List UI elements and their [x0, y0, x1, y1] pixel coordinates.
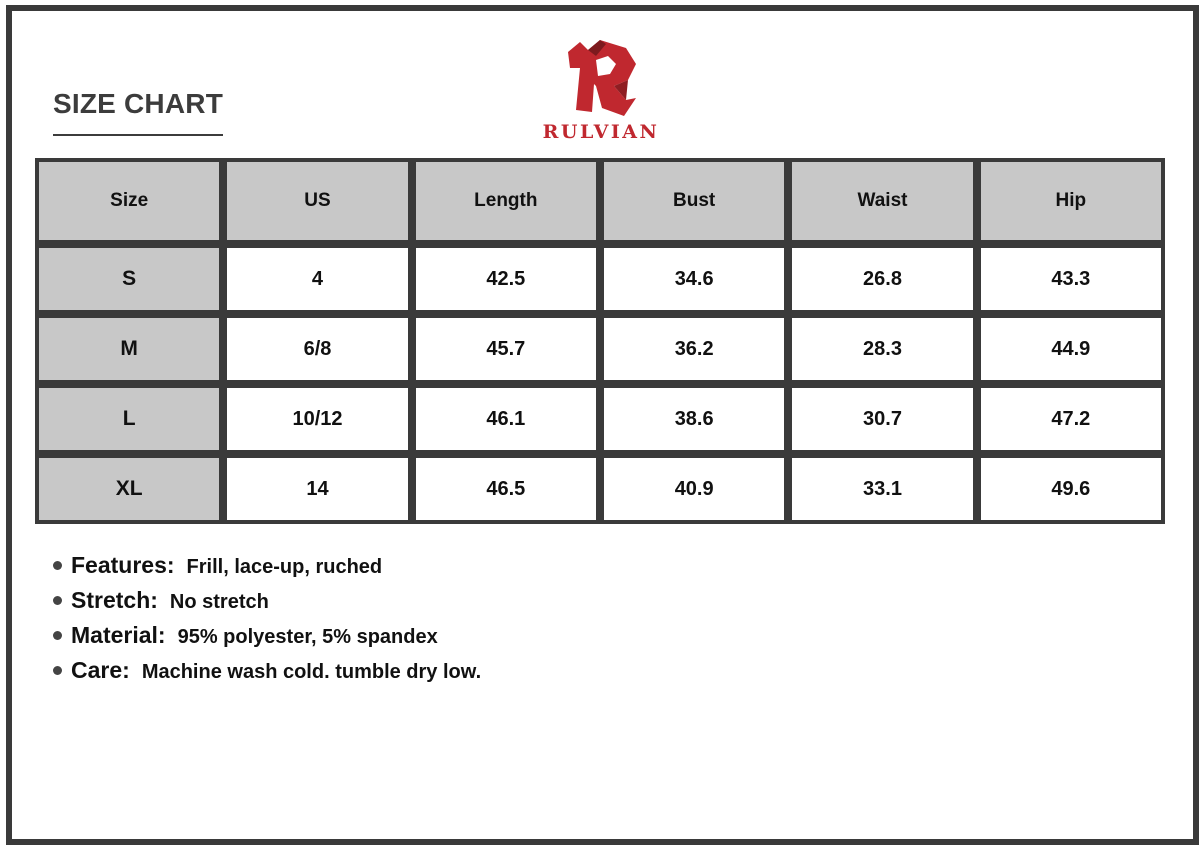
note-label: Material: [71, 622, 166, 648]
note-stretch [53, 587, 481, 622]
note-label: Features: [71, 552, 175, 578]
note-features [53, 552, 481, 587]
column-header-bust: Bust [604, 162, 784, 240]
row-m-hip: 44.9 [981, 318, 1161, 380]
row-m-length: 45.7 [416, 318, 596, 380]
row-s-size: S [39, 248, 219, 310]
note-text: 95% polyester, 5% spandex [177, 626, 438, 648]
row-m-bust: 36.2 [604, 318, 784, 380]
row-l-us: 10/12 [227, 388, 407, 450]
row-s-bust: 34.6 [604, 248, 784, 310]
row-xl-size: XL [39, 458, 219, 520]
note-label: Stretch: [71, 587, 158, 613]
note-label: Care: [71, 657, 130, 683]
note-text: Frill, lace-up, ruched [186, 556, 383, 578]
note-care [53, 657, 481, 692]
note-text: Machine wash cold. tumble dry low. [141, 661, 482, 683]
row-xl-waist: 33.1 [792, 458, 972, 520]
product-details-list [53, 552, 481, 692]
row-xl-us: 14 [227, 458, 407, 520]
column-header-waist: Waist [792, 162, 972, 240]
row-m-size: M [39, 318, 219, 380]
row-s-us: 4 [227, 248, 407, 310]
row-l-length: 46.1 [416, 388, 596, 450]
note-text: No stretch [169, 591, 269, 613]
row-m-waist: 28.3 [792, 318, 972, 380]
row-s-waist: 26.8 [792, 248, 972, 310]
size-chart-table [35, 158, 1165, 524]
column-header-hip: Hip [981, 162, 1161, 240]
row-l-hip: 47.2 [981, 388, 1161, 450]
brand-logo [528, 38, 674, 148]
brand-name: RULVIAN [542, 121, 660, 143]
row-l-size: L [39, 388, 219, 450]
row-s-hip: 43.3 [981, 248, 1161, 310]
row-xl-hip: 49.6 [981, 458, 1161, 520]
bullet-icon [53, 596, 62, 605]
row-l-bust: 38.6 [604, 388, 784, 450]
row-xl-bust: 40.9 [604, 458, 784, 520]
row-s-length: 42.5 [416, 248, 596, 310]
bullet-icon [53, 631, 62, 640]
bullet-icon [53, 561, 62, 570]
brand-r-icon [566, 38, 638, 116]
column-header-length: Length [416, 162, 596, 240]
column-header-us: US [227, 162, 407, 240]
row-l-waist: 30.7 [792, 388, 972, 450]
bullet-icon [53, 666, 62, 675]
column-header-size: Size [39, 162, 219, 240]
note-material [53, 622, 481, 657]
row-m-us: 6/8 [227, 318, 407, 380]
title-underline [53, 134, 223, 136]
row-xl-length: 46.5 [416, 458, 596, 520]
page-title: SIZE CHART [53, 88, 223, 119]
